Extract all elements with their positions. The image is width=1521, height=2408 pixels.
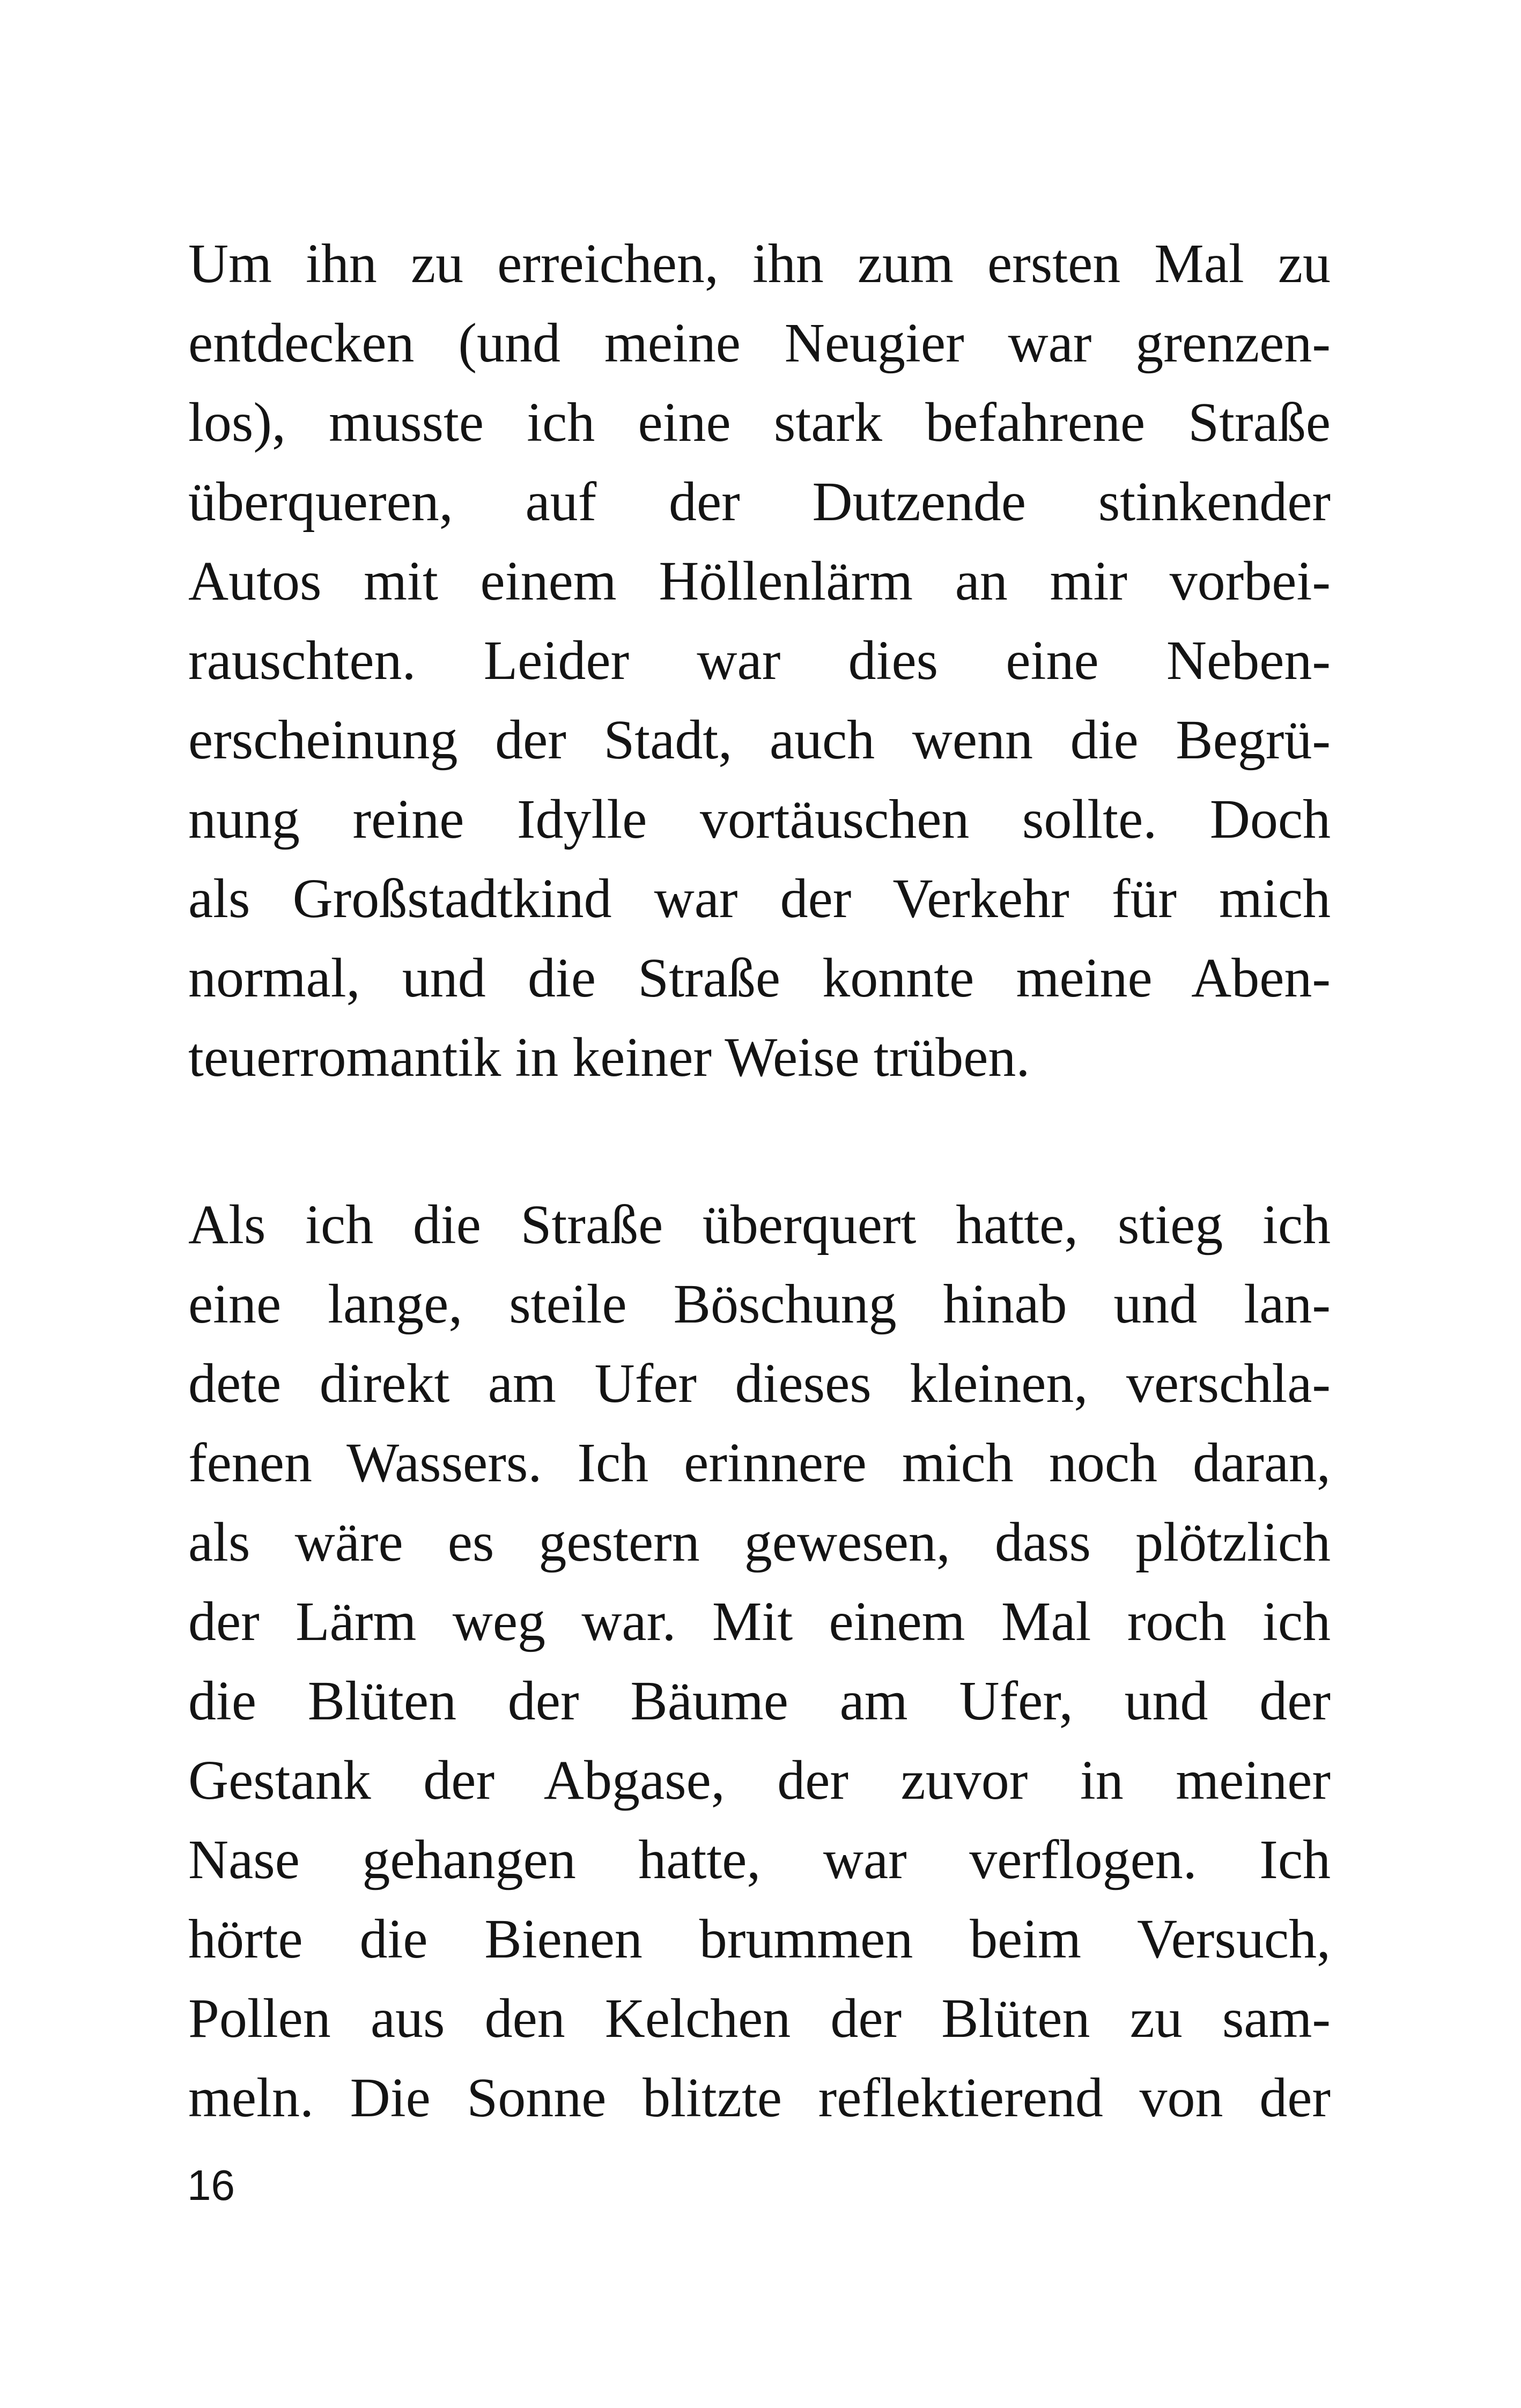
text-line: fenen Wassers. Ich erinnere mich noch daran, [188, 1432, 1331, 1494]
text-line: entdecken (und meine Neugier war grenzen- [188, 312, 1331, 374]
text-line: teuerromantik in keiner Weise trüben. [188, 1026, 1030, 1088]
page-number: 16 [187, 2161, 235, 2209]
text-line: als Großstadtkind war der Verkehr für mich [188, 868, 1331, 929]
text-line: nung reine Idylle vortäuschen sollte. Doch [188, 788, 1331, 850]
text-line: los), musste ich eine stark befahrene Straße [188, 392, 1331, 453]
text-line: normal, und die Straße konnte meine Aben- [188, 947, 1331, 1009]
text-line: als wäre es gestern gewesen, dass plötzlich [188, 1511, 1331, 1573]
text-line: überqueren, auf der Dutzende stinkender [188, 471, 1331, 533]
text-line: hörte die Bienen brummen beim Versuch, [188, 1908, 1331, 1970]
text-line: Um ihn zu erreichen, ihn zum ersten Mal zu [188, 233, 1331, 294]
text-line: der Lärm weg war. Mit einem Mal roch ich [188, 1591, 1331, 1652]
text-line: Gestank der Abgase, der zuvor in meiner [188, 1749, 1331, 1811]
paragraph-1 [188, 224, 1331, 1097]
text-line: meln. Die Sonne blitzte reflektierend von der [188, 2067, 1331, 2129]
text-line: Pollen aus den Kelchen der Blüten zu sam- [188, 1988, 1331, 2049]
text-line: Nase gehangen hatte, war verflogen. Ich [188, 1829, 1331, 1890]
text-line: die Blüten der Bäume am Ufer, und der [188, 1670, 1331, 1732]
text-line: rauschten. Leider war dies eine Neben- [188, 630, 1331, 691]
text-line: Autos mit einem Höllenlärm an mir vorbei- [188, 550, 1331, 612]
text-line: eine lange, steile Böschung hinab und lan- [188, 1273, 1331, 1335]
paragraph-2 [188, 1185, 1331, 2138]
text-line: Als ich die Straße überquert hatte, stieg ich [188, 1194, 1331, 1255]
text-line: erscheinung der Stadt, auch wenn die Begrü- [188, 709, 1331, 771]
text-line: dete direkt am Ufer dieses kleinen, verschla- [188, 1353, 1331, 1414]
